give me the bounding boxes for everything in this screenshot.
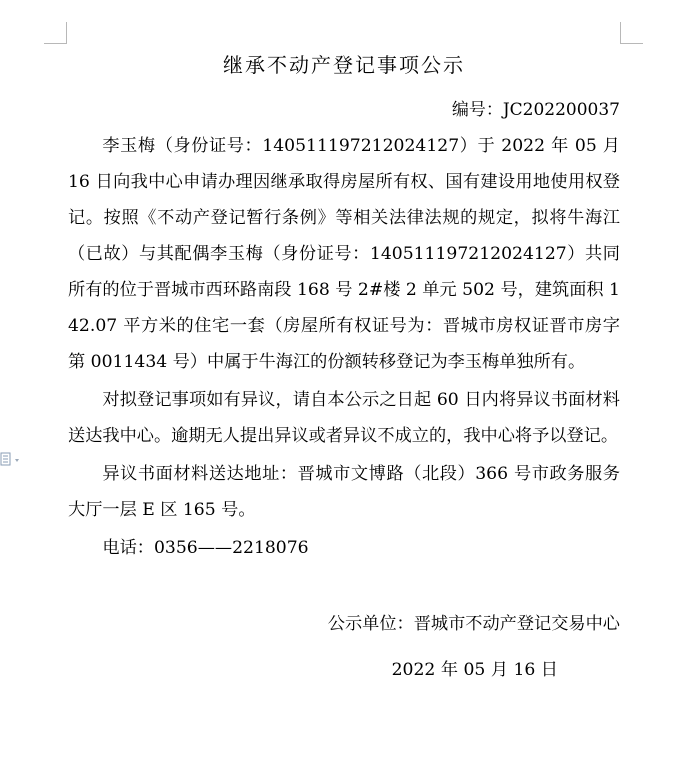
paragraph-main: 李玉梅（身份证号：140511197212024127）于 2022 年 05 月 16 日向我中心申请办理因继承取得房屋所有权、国有建设用地使用权登记。按照《不动产登记暂行条例》等相关法律法规的规定，拟将牛海江（已故）与其配偶李玉梅（身份证号：140511197212024127）共同所有的位于晋城市西环路南段 168 号 2#楼 2 单元 502 号，建筑面积 142.07 平方米的住宅一套（房屋所有权证号为：晋城市房权证晋市房字第 0011434 号）中属于牛海江的份额转移登记为李玉梅单独所有。 [68,136,620,372]
serial-number: 编号：JC202200037 [451,100,620,120]
issue-date: 2022 年 05 月 16 日 [391,660,558,680]
document-title: 继承不动产登记事项公示 [223,53,465,77]
margin-mark-top-left-vertical [66,22,67,44]
paragraph-phone: 电话：0356——2218076 [102,538,309,558]
paste-options-icon[interactable] [0,452,22,468]
issuer: 公示单位：晋城市不动产登记交易中心 [327,614,620,634]
margin-mark-top-right-horizontal [620,43,643,44]
paragraph-address: 异议书面材料送达地址：晋城市文博路（北段）366 号市政务服务大厅一层 E 区 165 号。 [68,464,620,520]
paragraph-objection: 对拟登记事项如有异议，请自本公示之日起 60 日内将异议书面材料送达我中心。逾期无人提出异议或者异议不成立的，我中心将予以登记。 [68,390,620,446]
margin-mark-top-left-horizontal [44,43,67,44]
margin-mark-top-right-vertical [620,22,621,44]
document-body [68,50,620,690]
spacer [68,566,620,604]
